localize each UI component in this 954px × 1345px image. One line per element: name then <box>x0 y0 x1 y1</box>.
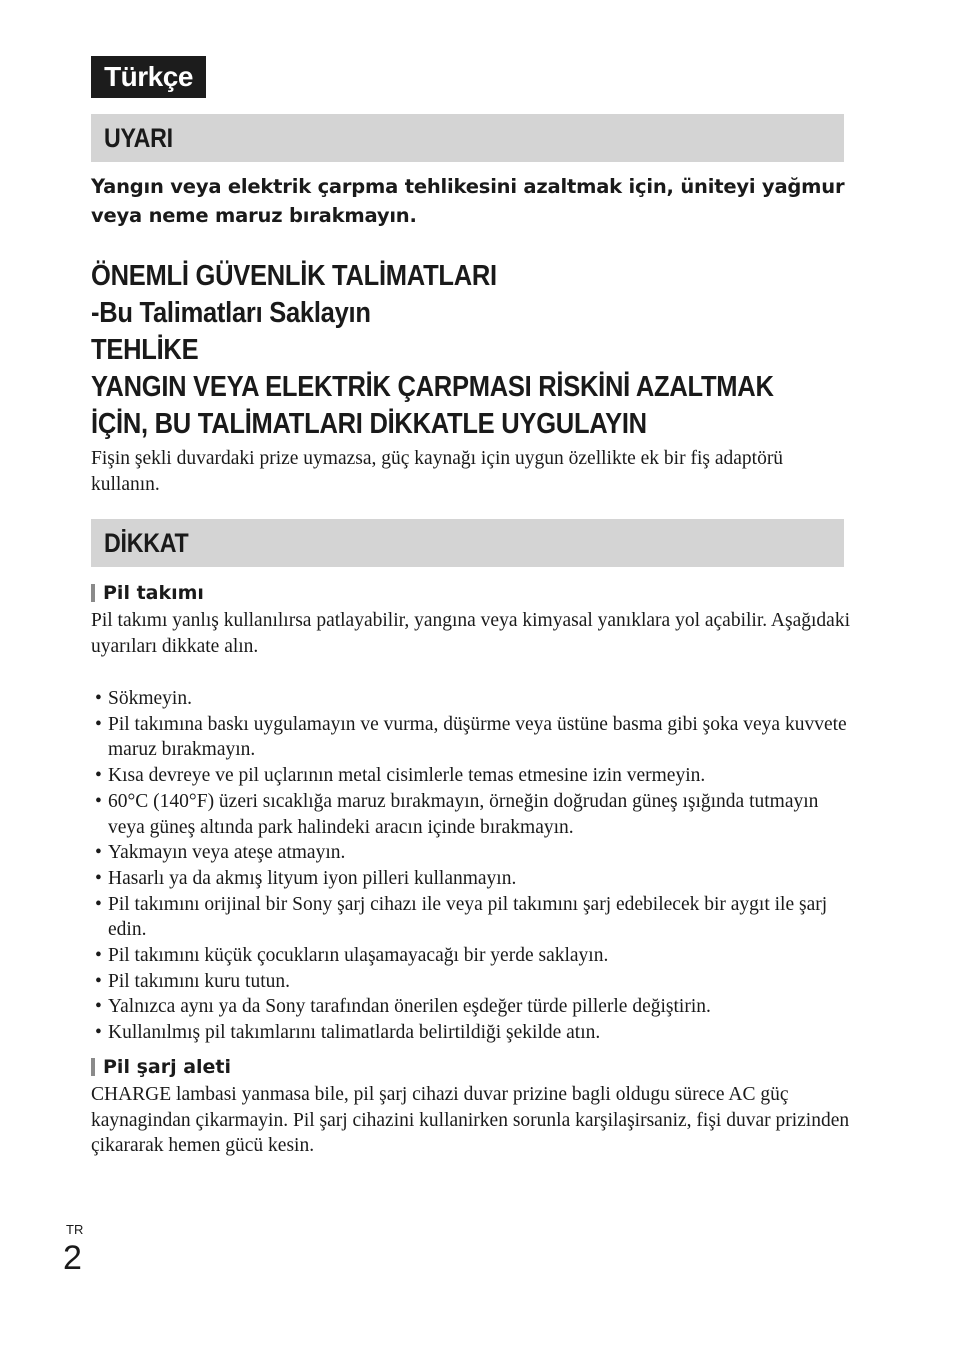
plug-adapter-text: Fişin şekli duvardaki prize uymazsa, güç kaynağı için uygun özellikte ek bir fiş adaptörü kullanın. <box>91 448 784 495</box>
list-item: • Kısa devreye ve pil uçlarının metal cisimlerle temas etmesine izin vermeyin. <box>95 765 706 787</box>
page-number: 2 <box>63 1239 82 1277</box>
battery-warning-list <box>95 686 855 1046</box>
list-item: • Kullanılmış pil takımlarını talimatlarda belirtildiği şekilde atın. <box>95 1022 601 1044</box>
important-safety-heading <box>91 258 871 443</box>
language-tab: Türkçe <box>91 56 206 98</box>
language-code: TR <box>66 1222 84 1237</box>
subheading-pil-takimi <box>91 581 204 605</box>
list-item: • Pil takımını orijinal bir Sony şarj cihazı ile veya pil takımını şarj edebilecek bir aygıt ile şarj edin. <box>95 893 828 941</box>
list-item: • Pil takımını kuru tutun. <box>95 970 291 992</box>
subheading-marker <box>91 584 95 602</box>
list-item: • Hasarlı ya da akmış lityum iyon pilleri kullanmayın. <box>95 867 517 889</box>
subheading-label: Pil takımı <box>103 582 204 604</box>
warning-text: Yangın veya elektrik çarpma tehlikesini azaltmak için, üniteyi yağmur veya neme maruz bırakmayın. <box>91 175 845 227</box>
list-item: • Yakmayın veya ateşe atmayın. <box>95 842 346 864</box>
heading-line: TEHLİKE <box>91 334 199 366</box>
battery-intro-text: Pil takımı yanlış kullanılırsa patlayabilir, yangına veya kimyasal yanıklara yol açabilir. Aşağıdaki uyarıları dikkate alın. <box>91 610 850 657</box>
list-item: • Sökmeyin. <box>95 688 192 709</box>
section-header-uyari <box>91 114 844 162</box>
list-item: • Pil takımını küçük çocukların ulaşamayacağı bir yerde saklayın. <box>95 945 609 967</box>
section-title-dikkat: DİKKAT <box>104 528 189 558</box>
heading-line: YANGIN VEYA ELEKTRİK ÇARPMASI RİSKİNİ AZALTMAK <box>91 371 774 403</box>
list-item: • Pil takımına baskı uygulamayın ve vurma, düşürme veya üstüne basma gibi şoka veya kuvvete maruz bırakmayın. <box>95 713 847 761</box>
section-header-dikkat <box>91 519 844 567</box>
subheading-label: Pil şarj aleti <box>103 1056 232 1078</box>
list-item: • 60°C (140°F) üzeri sıcaklığa maruz bırakmayın, örneğin doğrudan güneş ışığında tutmayın veya güneş altında park halindeki aracın içinde bırakmayın. <box>95 790 819 838</box>
subheading-pil-sarj <box>91 1055 231 1079</box>
subheading-marker <box>91 1058 95 1076</box>
charger-text: CHARGE lambasi yanmasa bile, pil şarj cihazi duvar prizine bagli oldugu sürece AC güç kaynagindan çikarmayin. Pil şarj cihazini kullanirken sorunla karşilaşirsaniz, fişi duvar prizinden çikararak hemen gücü kesin. <box>91 1084 850 1157</box>
section-title-uyari: UYARI <box>104 123 173 153</box>
heading-line: -Bu Talimatları Saklayın <box>91 297 371 329</box>
heading-line: ÖNEMLİ GÜVENLİK TALİMATLARI <box>91 260 497 292</box>
list-item: • Yalnızca aynı ya da Sony tarafından önerilen eşdeğer türde pillerle değiştirin. <box>95 996 711 1018</box>
heading-line: İÇİN, BU TALİMATLARI DİKKATLE UYGULAYIN <box>91 408 647 440</box>
